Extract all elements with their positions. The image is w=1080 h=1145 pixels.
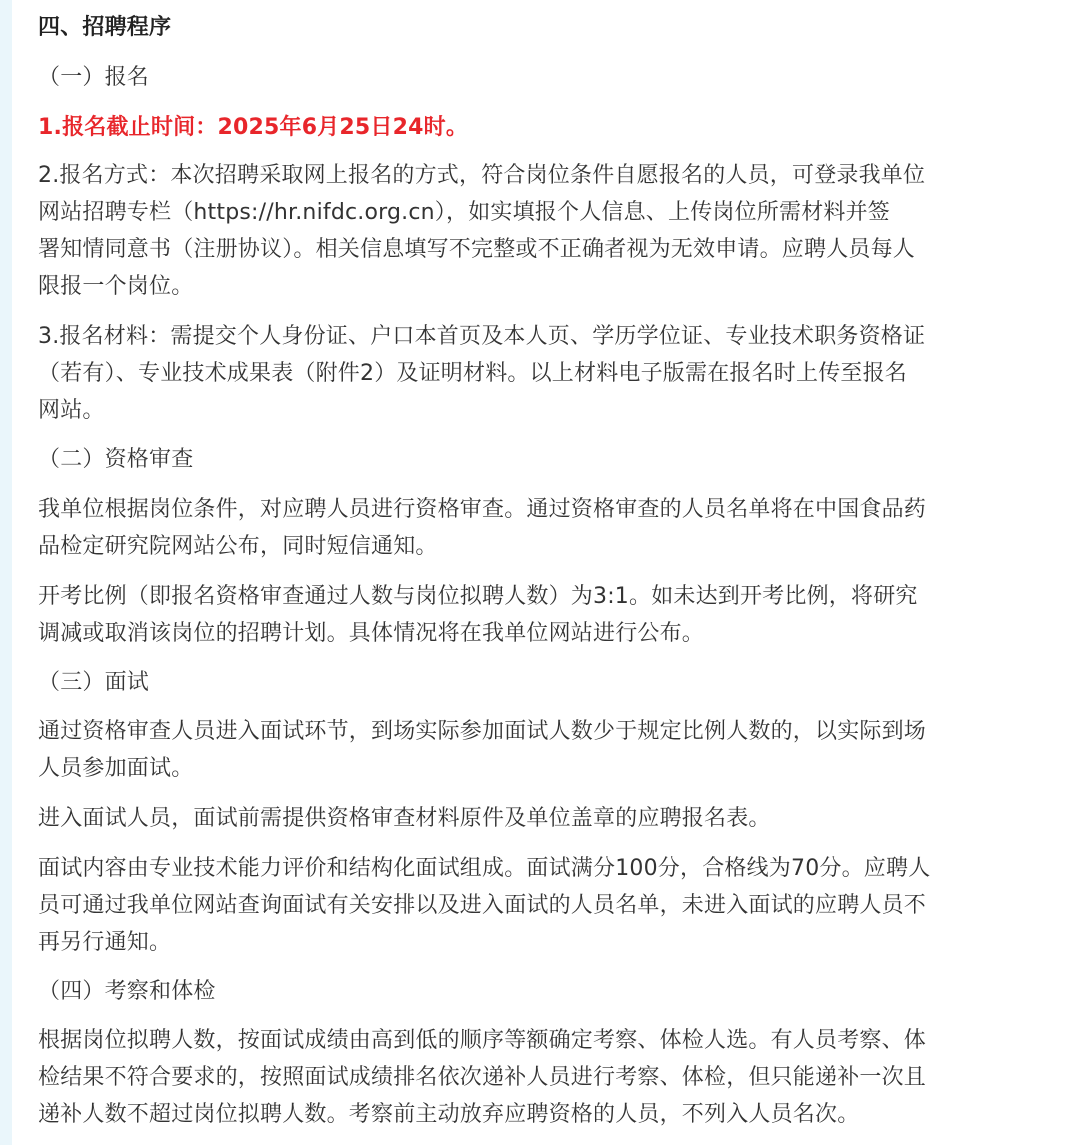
registration-method-paragraph xyxy=(38,157,925,305)
text-line: 员可通过我单位网站查询面试有关安排以及进入面试的人员名单，未进入面试的应聘人员不 xyxy=(38,893,927,918)
text-line: 品检定研究院网站公布，同时短信通知。 xyxy=(38,534,438,559)
text-line: 面试内容由专业技术能力评价和结构化面试组成。面试满分100分，合格线为70分。应聘人 xyxy=(38,856,931,881)
interview-paragraph-1 xyxy=(38,713,926,787)
text-line: 网站。 xyxy=(38,398,105,423)
text-line: 我单位根据岗位条件，对应聘人员进行资格审查。通过资格审查的人员名单将在中国食品药 xyxy=(38,497,927,522)
section-title: 四、招聘程序 xyxy=(38,15,172,40)
text-line: 3.报名材料：需提交个人身份证、户口本首页及本人页、学历学位证、专业技术职务资格证 xyxy=(38,324,926,349)
left-accent-bar xyxy=(0,0,12,1145)
text-line: 署知情同意书（注册协议）。相关信息填写不完整或不正确者视为无效申请。应聘人员每人 xyxy=(38,237,916,262)
registration-materials-paragraph xyxy=(38,318,925,429)
text-line: （若有）、专业技术成果表（附件2）及证明材料。以上材料电子版需在报名时上传至报名 xyxy=(38,361,907,386)
qualification-review-paragraph xyxy=(38,491,926,565)
text-line: 再另行通知。 xyxy=(38,930,172,955)
subheading-inspection-medical: （四）考察和体检 xyxy=(38,979,216,1004)
text-line: 限报一个岗位。 xyxy=(38,274,194,299)
text-line: 开考比例（即报名资格审查通过人数与岗位拟聘人数）为3:1。如未达到开考比例，将研究 xyxy=(38,584,918,609)
subheading-interview: （三）面试 xyxy=(38,670,150,695)
text-line: 人员参加面试。 xyxy=(38,756,194,781)
interview-paragraph-3 xyxy=(38,850,930,961)
subheading-registration: （一）报名 xyxy=(38,65,150,90)
text-line: 网站招聘专栏（https://hr.nifdc.org.cn），如实填报个人信息、上传岗位所需材料并签 xyxy=(38,200,890,225)
subheading-qualification-review: （二）资格审查 xyxy=(38,447,194,472)
text-line: 2.报名方式：本次招聘采取网上报名的方式，符合岗位条件自愿报名的人员，可登录我单位 xyxy=(38,163,926,188)
registration-deadline: 1.报名截止时间：2025年6月25日24时。 xyxy=(38,115,469,140)
text-line: 根据岗位拟聘人数，按面试成绩由高到低的顺序等额确定考察、体检人选。有人员考察、体 xyxy=(38,1028,927,1053)
inspection-medical-paragraph xyxy=(38,1022,926,1133)
text-line: 检结果不符合要求的，按照面试成绩排名依次递补人员进行考察、体检，但只能递补一次且 xyxy=(38,1065,927,1090)
text-line: 调减或取消该岗位的招聘计划。具体情况将在我单位网站进行公布。 xyxy=(38,621,705,646)
interview-paragraph-2: 进入面试人员，面试前需提供资格审查材料原件及单位盖章的应聘报名表。 xyxy=(38,806,771,831)
exam-ratio-paragraph xyxy=(38,578,918,652)
text-line: 通过资格审查人员进入面试环节，到场实际参加面试人数少于规定比例人数的，以实际到场 xyxy=(38,719,927,744)
text-line: 递补人数不超过岗位拟聘人数。考察前主动放弃应聘资格的人员，不列入人员名次。 xyxy=(38,1102,860,1127)
